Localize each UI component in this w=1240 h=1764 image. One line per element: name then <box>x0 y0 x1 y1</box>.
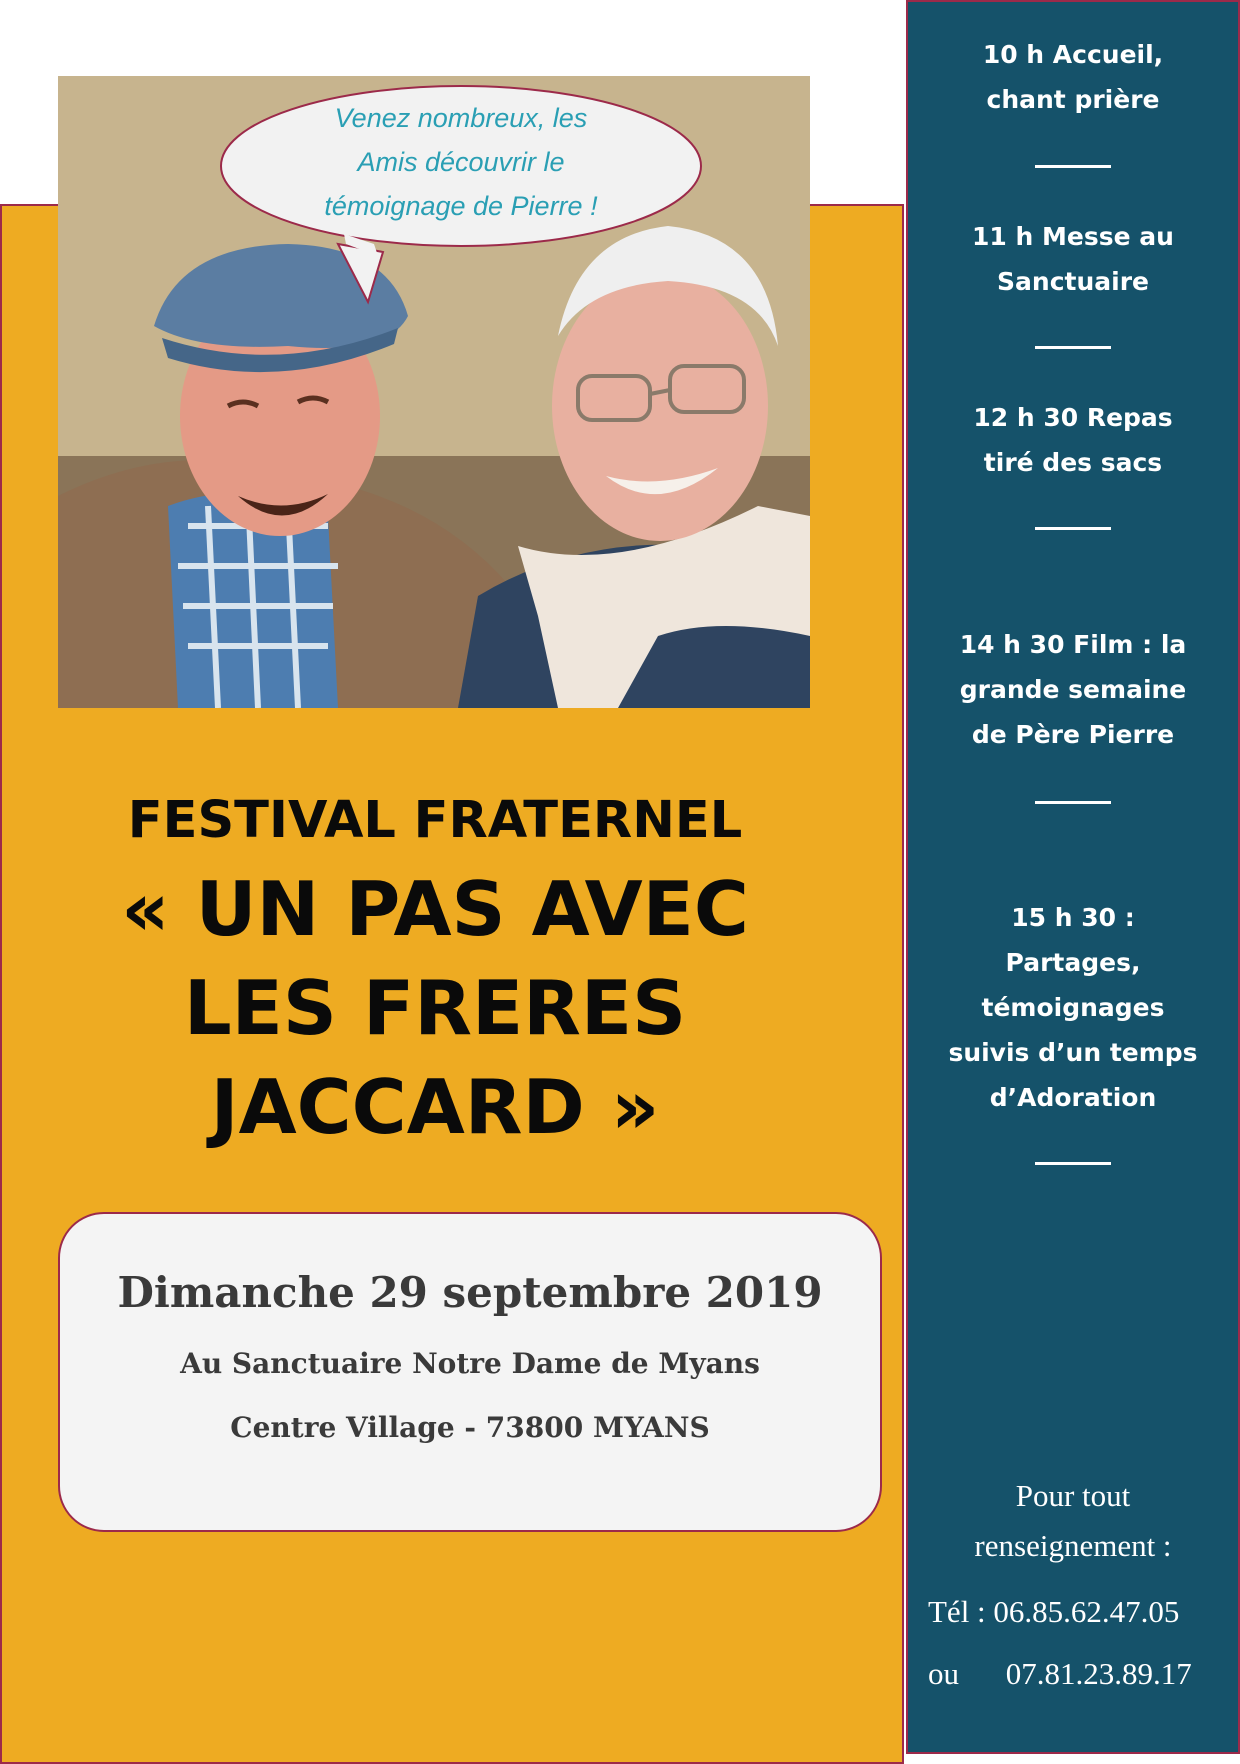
contact-phone-row <box>928 1594 1238 1630</box>
or-label: ou <box>928 1656 959 1691</box>
phone-label: Tél : <box>928 1594 986 1629</box>
event-place: Au Sanctuaire Notre Dame de Myans <box>180 1347 760 1380</box>
schedule-line: suivis d’un temps <box>948 1038 1198 1067</box>
title-festival-line: FESTIVAL FRATERNEL <box>127 791 743 850</box>
title-quote-line: « UN PAS AVEC <box>121 865 749 953</box>
schedule-item <box>908 895 1238 1120</box>
schedule-line: grande semaine <box>959 675 1187 704</box>
contact-heading: Pour tout <box>1015 1478 1131 1513</box>
title-quote-line: JACCARD » <box>210 1063 660 1151</box>
bubble-line: Amis découvrir le <box>357 147 565 177</box>
schedule-line: Partages, <box>1005 948 1141 977</box>
contact-phone-row <box>928 1656 1238 1692</box>
schedule-item <box>908 214 1238 304</box>
divider <box>1035 346 1111 349</box>
schedule-line: chant prière <box>986 85 1160 114</box>
schedule-item <box>908 32 1238 122</box>
bubble-line: témoignage de Pierre ! <box>324 191 598 221</box>
divider <box>1035 801 1111 804</box>
schedule-line: de Père Pierre <box>971 720 1175 749</box>
schedule-line: d’Adoration <box>989 1083 1157 1112</box>
phone-number: 06.85.62.47.05 <box>993 1594 1180 1629</box>
schedule-item <box>908 395 1238 485</box>
phone-number: 07.81.23.89.17 <box>1005 1656 1192 1691</box>
schedule-line: 15 h 30 : <box>1011 903 1135 932</box>
schedule-line: tiré des sacs <box>983 448 1163 477</box>
schedule-line: Sanctuaire <box>997 267 1149 296</box>
divider <box>1035 165 1111 168</box>
schedule-item <box>908 622 1238 757</box>
schedule-line: 12 h 30 Repas <box>973 403 1173 432</box>
bubble-line: Venez nombreux, les <box>334 103 588 133</box>
schedule-line: témoignages <box>981 993 1165 1022</box>
event-address: Centre Village - 73800 MYANS <box>230 1411 710 1444</box>
schedule-sidebar <box>906 0 1240 1754</box>
speech-bubble-text <box>256 96 666 228</box>
schedule-line: 14 h 30 Film : la <box>959 630 1187 659</box>
schedule-line: 10 h Accueil, <box>982 40 1164 69</box>
schedule-line: 11 h Messe au <box>972 222 1174 251</box>
event-info-box <box>58 1212 882 1532</box>
speech-bubble <box>218 84 704 256</box>
divider <box>1035 1162 1111 1165</box>
title-quote-line: LES FRERES <box>183 964 687 1052</box>
divider <box>1035 527 1111 530</box>
festival-title <box>0 782 870 1157</box>
contact-heading: renseignement : <box>974 1528 1172 1563</box>
event-date: Dimanche 29 septembre 2019 <box>117 1268 823 1317</box>
